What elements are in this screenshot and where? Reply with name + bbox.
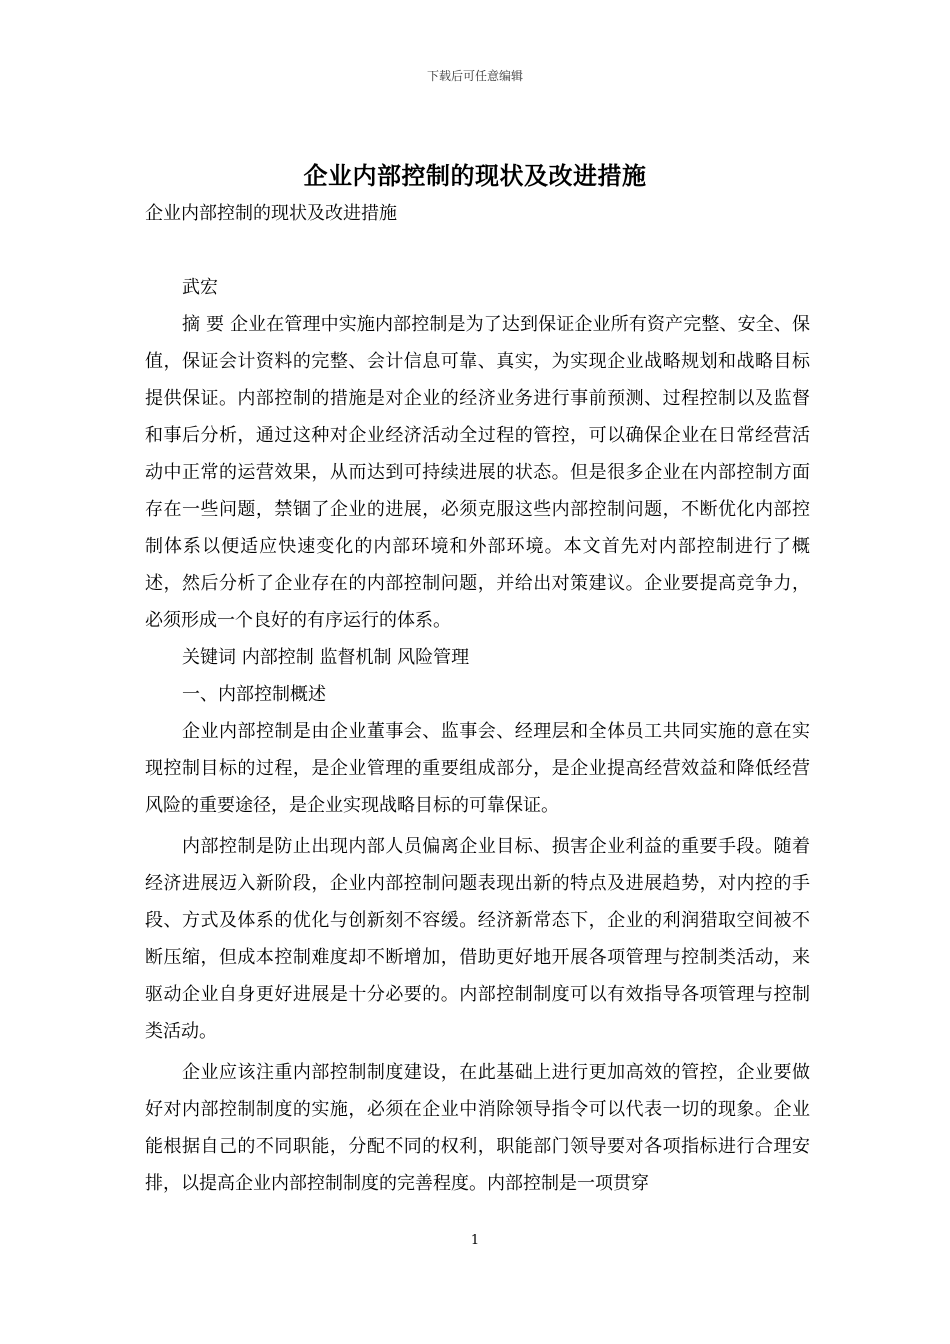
keywords-line: 关键词 内部控制 监督机制 风险管理: [182, 647, 470, 668]
subtitle-line: 企业内部控制的现状及改进措施: [145, 203, 397, 224]
body-paragraph: 内部控制是防止出现内部人员偏离企业目标、损害企业利益的重要手段。随着经济进展迈入新阶段，企业内部控制问题表现出新的特点及进展趋势，对内控的手段、方式及体系的优化与创新刻不容缓。经济新常态下，企业的利润猎取空间被不断压缩，但成本控制难度却不断增加，借助更好地开展各项管理与控制类活动，来驱动企业自身更好进展是十分必要的。内部控制制度可以有效指导各项管理与控制类活动。: [145, 836, 810, 1042]
abstract-paragraph: 摘 要 企业在管理中实施内部控制是为了达到保证企业所有资产完整、安全、保值，保证会计资料的完整、会计信息可靠、真实，为实现企业战略规划和战略目标提供保证。内部控制的措施是对企业的经济业务进行事前预测、过程控制以及监督和事后分析，通过这种对企业经济活动全过程的管控，可以确保企业在日常经营活动中正常的运营效果，从而达到可持续进展的状态。但是很多企业在内部控制方面存在一些问题，禁锢了企业的进展，必须克服这些内部控制问题，不断优化内部控制体系以便适应快速变化的内部环境和外部环境。本文首先对内部控制进行了概述，然后分析了企业存在的内部控制问题，并给出对策建议。企业要提高竞争力，必须形成一个良好的有序运行的体系。: [145, 314, 810, 631]
section-heading: 一、内部控制概述: [182, 684, 326, 705]
page-number: 1: [470, 1233, 480, 1248]
document-body: [145, 195, 810, 1202]
body-paragraph: 企业应该注重内部控制制度建设，在此基础上进行更加高效的管控，企业要做好对内部控制制度的实施，必须在企业中消除领导指令可以代表一切的现象。企业能根据自己的不同职能，分配不同的权利，职能部门领导要对各项指标进行合理安排，以提高企业内部控制制度的完善程度。内部控制是一项贯穿: [145, 1062, 810, 1194]
header-note: 下载后可任意编辑: [426, 69, 523, 83]
author-line: 武宏: [182, 277, 218, 298]
body-paragraph: 企业内部控制是由企业董事会、监事会、经理层和全体员工共同实施的意在实现控制目标的过程，是企业管理的重要组成部分，是企业提高经营效益和降低经营风险的重要途径，是企业实现战略目标的可靠保证。: [145, 721, 810, 816]
document-title: 企业内部控制的现状及改进措施: [303, 161, 647, 190]
